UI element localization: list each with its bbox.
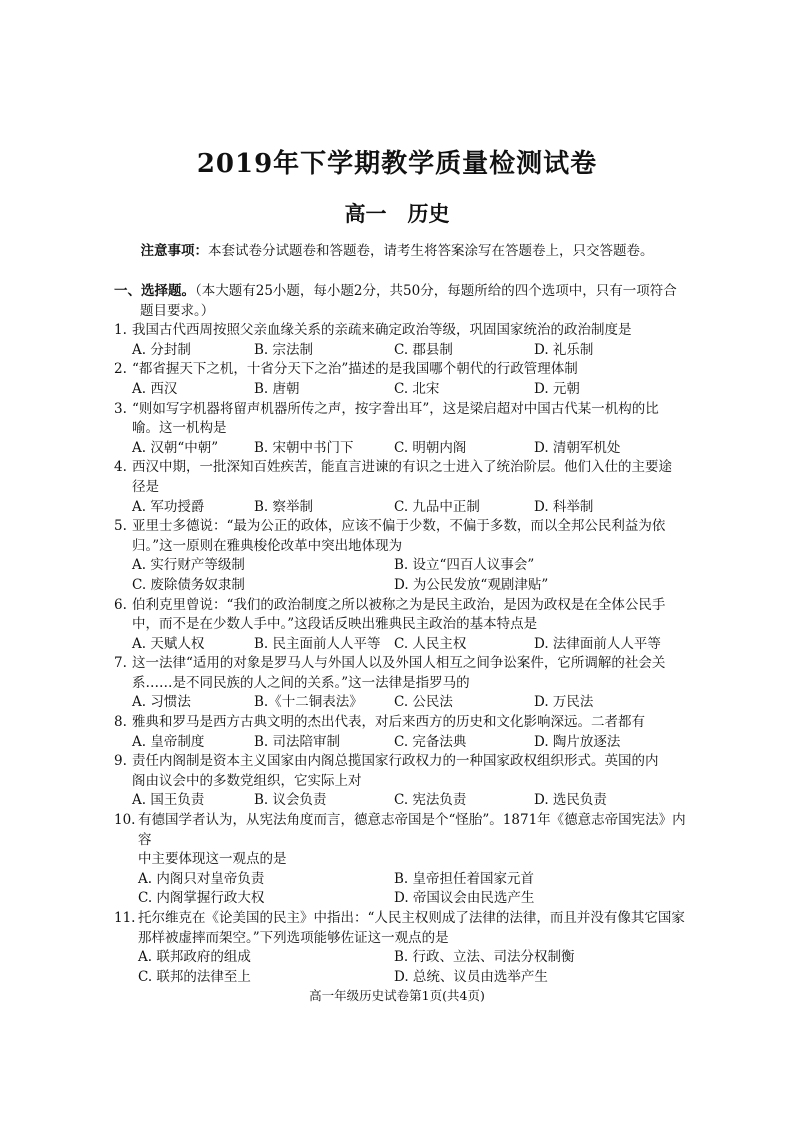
page-title: 2019年下学期教学质量检测试卷 <box>196 149 598 179</box>
answer-option: B. 行政、立法、司法分权制衡 <box>394 949 575 966</box>
answer-option: A. 军功授爵 <box>132 498 205 515</box>
question-stem-line <box>114 615 689 635</box>
question-number: 2. <box>114 361 127 378</box>
question-stem-line <box>114 850 689 870</box>
question-item <box>114 517 689 595</box>
answer-option: D. 总统、议员由选举产生 <box>394 968 548 985</box>
question-stem-line <box>114 478 689 498</box>
answer-option: B. 司法陪审制 <box>254 733 341 750</box>
question-stem-line <box>114 929 689 949</box>
question-stem-text: 伯利克里曾说：“我们的政治制度之所以被称之为是民主政治，是因为政权是在全体公民手 <box>132 596 666 613</box>
notice <box>0 239 794 259</box>
question-item <box>114 400 689 459</box>
page-footer: 高一年级历史试卷第1页(共4页) <box>309 988 485 1003</box>
question-number: 5. <box>114 518 127 535</box>
question-item <box>114 752 689 811</box>
answer-option: A. 汉朝“中朝” <box>132 439 219 456</box>
answer-option: D. 陶片放逐法 <box>534 733 621 750</box>
question-stem-text: 西汉中期，一批深知百姓疾苦，能直言进谏的有识之士进入了统治阶层。他们入仕的主要途 <box>132 459 672 476</box>
answer-option: B. 察举制 <box>254 498 314 515</box>
options-row <box>114 968 689 988</box>
question-item <box>114 596 689 655</box>
question-stem-text: “则如写字机器将留声机器所传之声，按字誊出耳”，这是梁启超对中国古代某一机构的比 <box>132 400 659 417</box>
answer-option: A. 习惯法 <box>132 694 191 711</box>
options-row <box>114 870 689 890</box>
answer-option: B. 民主面前人人平等 <box>254 635 381 652</box>
question-stem-line <box>114 811 689 850</box>
options-row <box>114 556 689 576</box>
options-row <box>114 889 689 909</box>
question-number: 4. <box>114 459 127 476</box>
question-stem-text: 有德国学者认为，从宪法角度而言，德意志帝国是个“怪胎”。1871年《德意志帝国宪法》内容 <box>138 812 686 848</box>
question-number: 6. <box>114 596 127 613</box>
question-stem-text: 责任内阁制是资本主义国家由内阁总揽国家行政权力的一种国家政权组织形式。英国的内 <box>132 753 659 770</box>
section-desc-line1: （本大题有25小题，每小题2分，共50分，每题所给的四个选项中，只有一项符合 <box>195 283 677 299</box>
answer-option: B.《十二铜表法》 <box>254 694 363 711</box>
question-item <box>114 811 689 909</box>
question-stem-line <box>114 537 689 557</box>
question-stem-text: 喻。这一机构是 <box>132 420 227 437</box>
question-stem-text: 阁由议会中的多数党组织，它实际上对 <box>132 772 362 789</box>
answer-option: A. 西汉 <box>132 380 178 397</box>
question-item <box>114 909 689 987</box>
question-item <box>114 654 689 713</box>
answer-option: C. 联邦的法律至上 <box>138 968 251 985</box>
question-stem-text: 归。”这一原则在雅典梭伦改革中突出地体现为 <box>132 537 403 554</box>
options-row <box>114 341 689 361</box>
options-row <box>114 733 689 753</box>
question-stem-line <box>114 772 689 792</box>
answer-option: B. 宋朝中书门下 <box>254 439 354 456</box>
answer-option: C. 九品中正制 <box>394 498 480 515</box>
options-row <box>114 635 689 655</box>
answer-option: D. 科举制 <box>534 498 594 515</box>
question-stem-text: 这一法律“适用的对象是罗马人与外国人以及外国人相互之间争讼案件，它所调解的社会关 <box>132 655 666 672</box>
answer-option: B. 唐朝 <box>254 380 300 397</box>
answer-option: D. 选民负责 <box>534 792 607 809</box>
section-desc-line2: 题目要求。） <box>140 302 215 319</box>
question-stem-text: 托尔维克在《论美国的民主》中指出：“人民主权则成了法律的法律，而且并没有像其它国家 <box>138 910 685 926</box>
section-heading <box>114 282 689 321</box>
question-stem-text: 我国古代西周按照父亲血缘关系的亲疏来确定政治等级，巩固国家统治的政治制度是 <box>132 322 632 339</box>
section-lead: 一、选择题。 <box>114 283 195 299</box>
answer-option: C. 公民法 <box>394 694 453 711</box>
question-stem-text: 亚里士多德说：“最为公正的政体，应该不偏于少数，不偏于多数，而以全邦公民利益为依 <box>132 518 666 535</box>
answer-option: C. 北宋 <box>394 380 440 397</box>
options-row <box>114 576 689 596</box>
answer-option: C. 郡县制 <box>394 341 453 358</box>
answer-option: C. 明朝内阁 <box>394 439 467 456</box>
answer-option: A. 天赋人权 <box>132 635 205 652</box>
answer-option: C. 内阁掌握行政大权 <box>138 890 265 907</box>
question-stem-text: 那样被虚摔而架空。”下列选项能够佐证这一观点的是 <box>138 929 449 946</box>
options-row <box>114 439 689 459</box>
answer-option: D. 万民法 <box>534 694 594 711</box>
questions <box>114 321 689 987</box>
options-row <box>114 380 689 400</box>
answer-option: B. 议会负责 <box>254 792 327 809</box>
question-stem-line <box>114 596 689 616</box>
answer-option: D. 为公民发放“观剧津贴” <box>394 576 549 593</box>
answer-option: A. 皇帝制度 <box>132 733 205 750</box>
answer-option: B. 宗法制 <box>254 341 314 358</box>
answer-option: A. 联邦政府的组成 <box>138 949 251 966</box>
question-number: 7. <box>114 655 127 672</box>
question-number: 10. <box>114 812 136 829</box>
question-item <box>114 458 689 517</box>
options-row <box>114 693 689 713</box>
question-item <box>114 360 689 399</box>
question-stem-text: 径是 <box>132 478 159 495</box>
question-stem-line <box>114 713 689 733</box>
answer-option: A. 实行财产等级制 <box>132 557 245 574</box>
question-stem-line <box>114 752 689 772</box>
question-stem-line <box>114 360 689 380</box>
question-number: 1. <box>114 322 127 339</box>
answer-option: B. 皇帝担任着国家元首 <box>394 870 535 887</box>
question-stem-line <box>114 419 689 439</box>
question-stem-line <box>114 654 689 674</box>
question-stem-text: “都省握天下之机，十省分天下之治”描述的是我国哪个朝代的行政管理体制 <box>132 361 578 378</box>
question-stem-line <box>114 674 689 694</box>
question-stem-text: 中，而不是在少数人手中。”这段话反映出雅典民主政治的基本特点是 <box>132 616 538 633</box>
options-row <box>114 791 689 811</box>
question-stem-text: 雅典和罗马是西方古典文明的杰出代表，对后来西方的历史和文化影响深远。二者都有 <box>132 714 645 731</box>
answer-option: D. 礼乐制 <box>534 341 594 358</box>
answer-option: D. 法律面前人人平等 <box>534 635 661 652</box>
notice-text: 本套试卷分试题卷和答题卷，请考生将答案涂写在答题卷上，只交答题卷。 <box>208 243 654 259</box>
answer-option: D. 元朝 <box>534 380 580 397</box>
question-number: 11. <box>114 910 136 926</box>
question-item <box>114 321 689 360</box>
answer-option: A. 内阁只对皇帝负责 <box>138 870 265 887</box>
question-list <box>114 282 689 987</box>
answer-option: C. 宪法负责 <box>394 792 467 809</box>
answer-option: A. 国王负责 <box>132 792 205 809</box>
question-stem-text: 中主要体现这一观点的是 <box>138 851 287 868</box>
answer-option: C. 完备法典 <box>394 733 467 750</box>
question-number: 3. <box>114 400 127 417</box>
answer-option: B. 设立“四百人议事会” <box>394 557 535 574</box>
options-row <box>114 498 689 518</box>
notice-label: 注意事项： <box>140 243 208 259</box>
question-number: 9. <box>114 753 127 770</box>
question-stem-line <box>114 517 689 537</box>
subject-subtitle: 高一 历史 <box>344 201 450 226</box>
answer-option: C. 人民主权 <box>394 635 467 652</box>
answer-option: D. 清朝军机处 <box>534 439 621 456</box>
answer-option: D. 帝国议会由民选产生 <box>394 890 535 907</box>
question-stem-text: 系……是不同民族的人之间的关系。”这一法律是指罗马的 <box>132 674 470 691</box>
answer-option: A. 分封制 <box>132 341 191 358</box>
options-row <box>114 948 689 968</box>
question-stem-line <box>114 458 689 478</box>
question-item <box>114 713 689 752</box>
question-stem-line <box>114 400 689 420</box>
question-number: 8. <box>114 714 127 731</box>
answer-option: C. 废除债务奴隶制 <box>132 576 245 593</box>
question-stem-line <box>114 321 689 341</box>
question-stem-line <box>114 909 689 929</box>
